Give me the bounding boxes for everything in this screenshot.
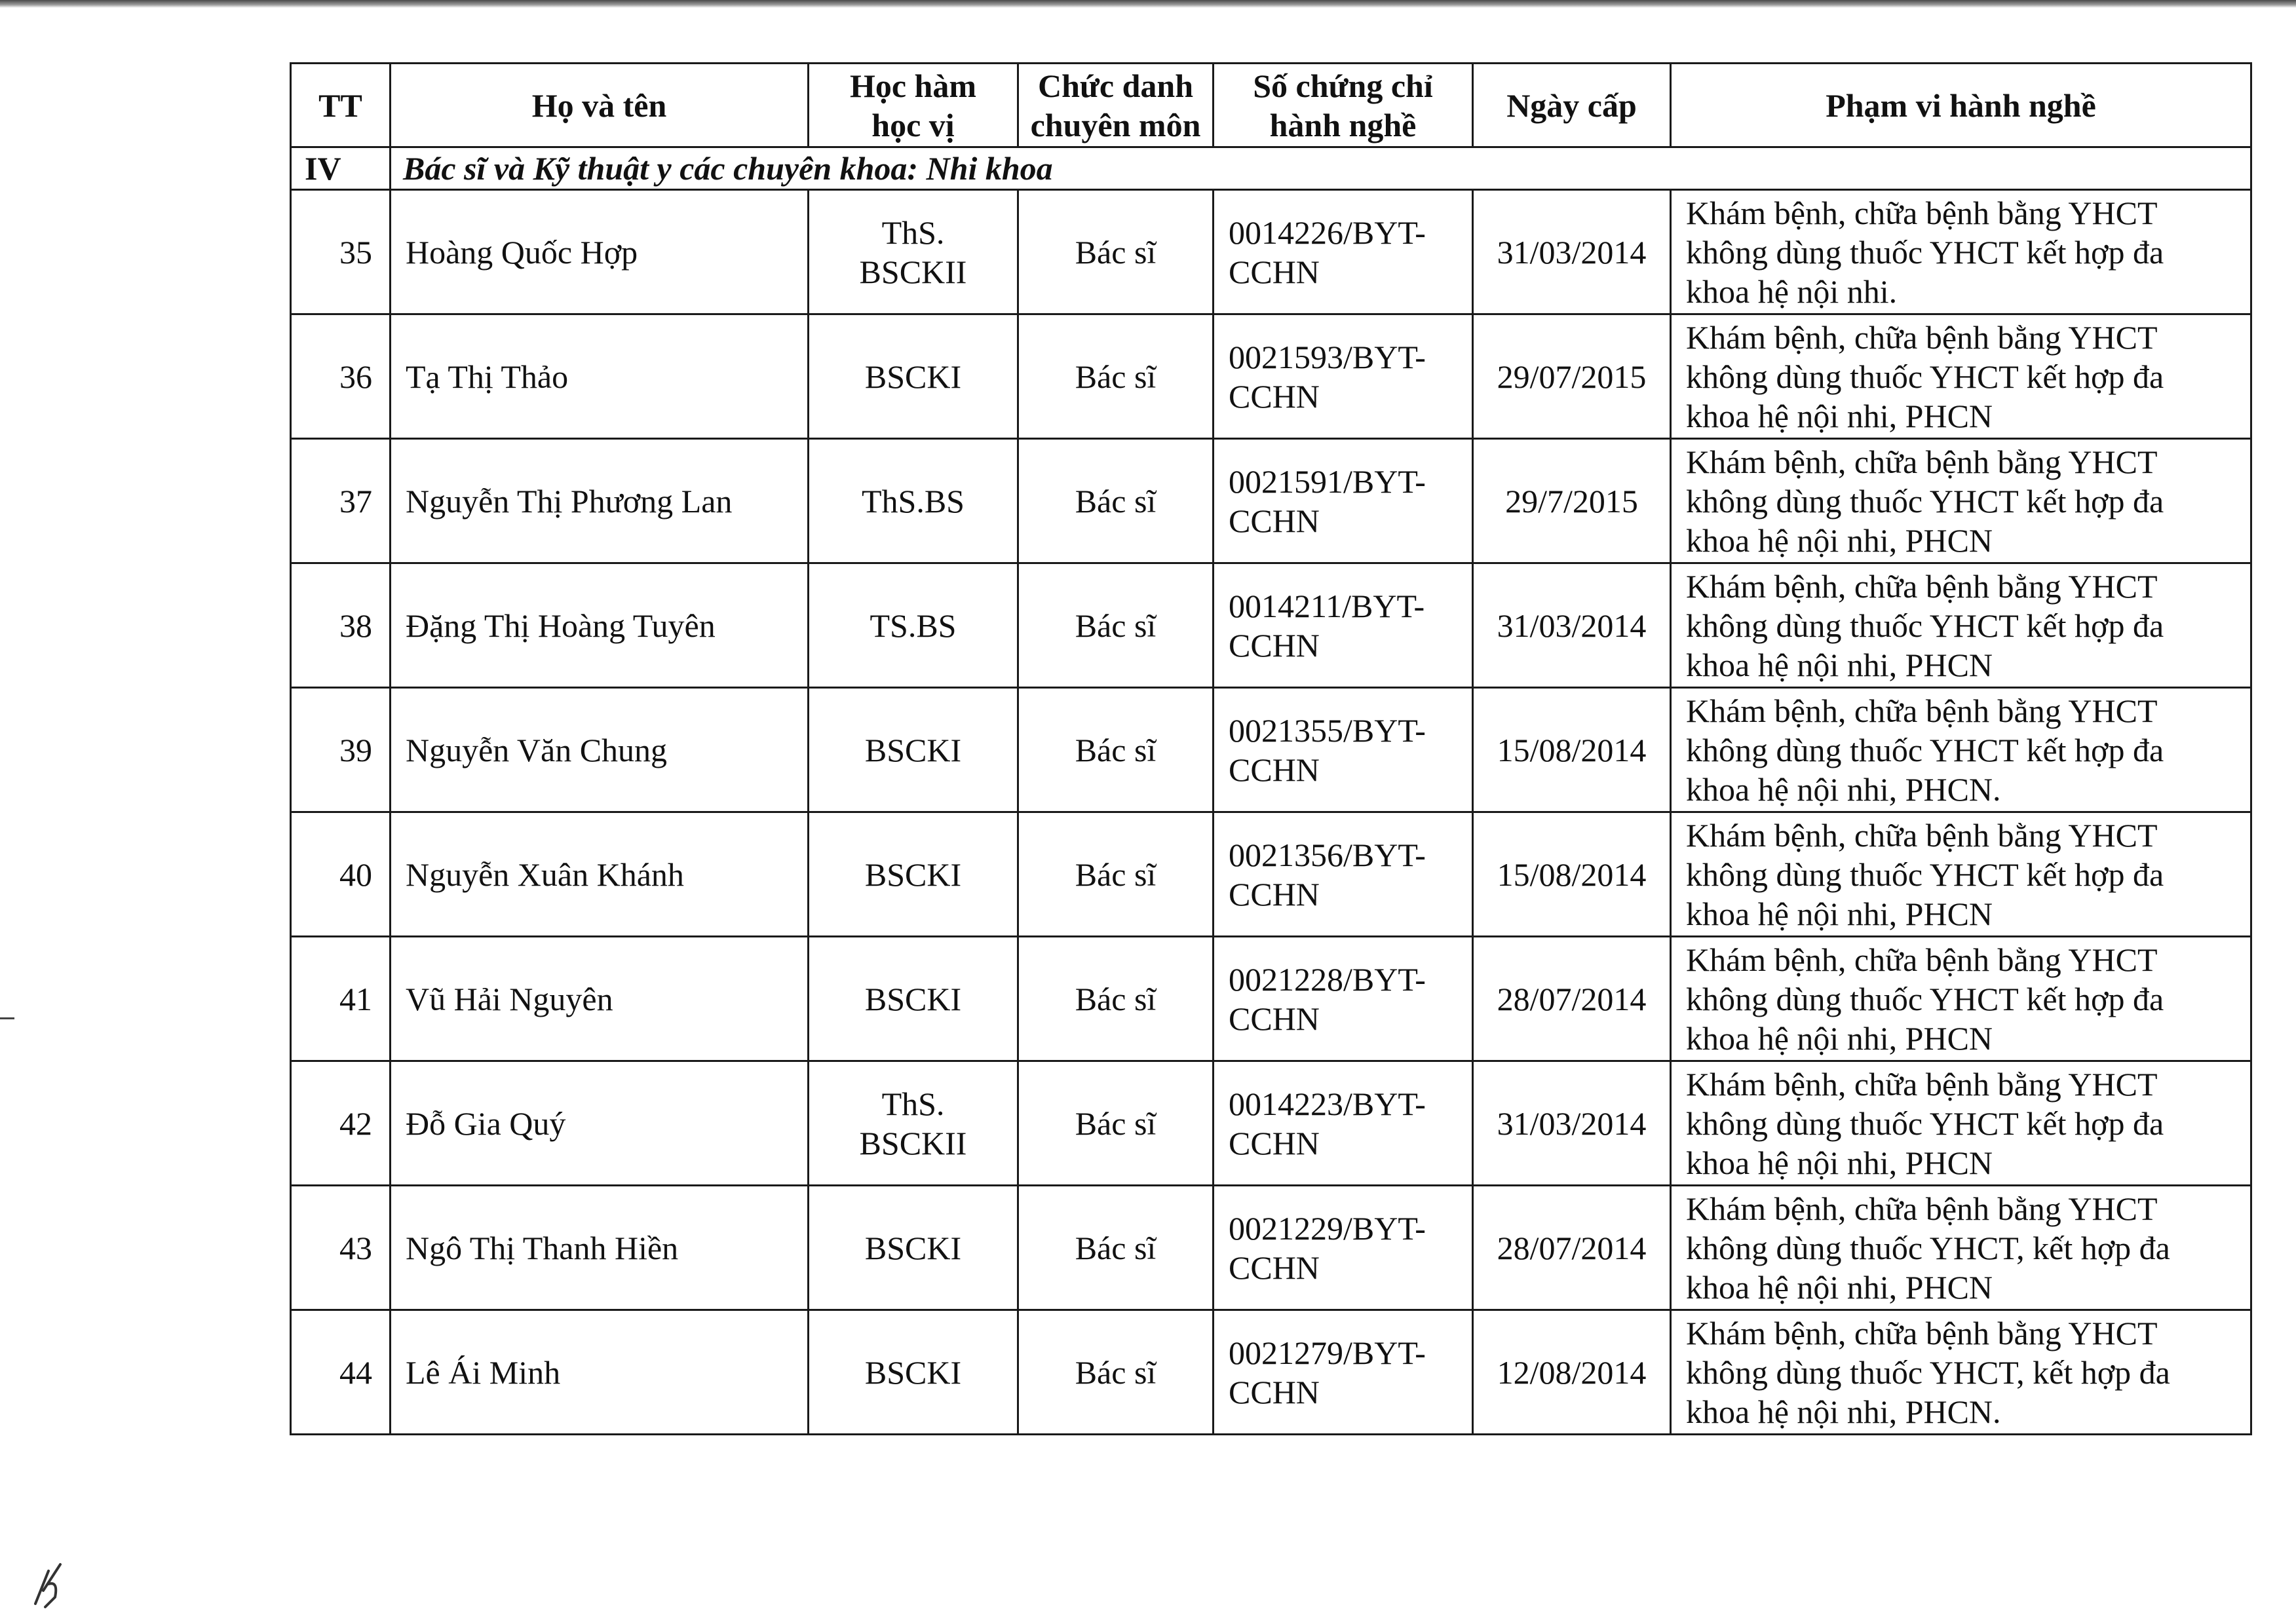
handwritten-initials — [29, 1558, 75, 1610]
cell-cert-line: CCHN — [1229, 502, 1320, 539]
table-row — [291, 688, 2251, 812]
cell-title: Bác sĩ — [1018, 1061, 1214, 1186]
cell-degree-line: BSCKI — [864, 980, 962, 1017]
cell-scope — [1671, 563, 2251, 688]
cell-cert — [1214, 190, 1473, 314]
cell-date: 15/08/2014 — [1473, 812, 1671, 937]
cell-scope-line: Khám bệnh, chữa bệnh bằng YHCT — [1686, 194, 2158, 231]
cell-scope — [1671, 190, 2251, 314]
cell-cert-line: CCHN — [1229, 875, 1320, 913]
cell-cert — [1214, 439, 1473, 563]
cell-degree — [809, 439, 1018, 563]
cell-date: 28/07/2014 — [1473, 1186, 1671, 1310]
section-number: IV — [291, 147, 391, 190]
table-row — [291, 190, 2251, 314]
cell-title: Bác sĩ — [1018, 937, 1214, 1061]
cell-degree — [809, 812, 1018, 937]
cell-scope-line: Khám bệnh, chữa bệnh bằng YHCT — [1686, 1190, 2158, 1227]
cell-cert-line: CCHN — [1229, 1124, 1320, 1161]
cell-scope-line: Khám bệnh, chữa bệnh bằng YHCT — [1686, 1065, 2158, 1103]
cell-title: Bác sĩ — [1018, 314, 1214, 439]
cell-scope — [1671, 1186, 2251, 1310]
cell-degree-line: BSCKI — [864, 856, 962, 893]
cell-cert — [1214, 688, 1473, 812]
cell-degree — [809, 563, 1018, 688]
cell-name: Nguyễn Xuân Khánh — [391, 812, 809, 937]
cell-scope — [1671, 688, 2251, 812]
section-title: Bác sĩ và Kỹ thuật y các chuyên khoa: Nhi khoa — [391, 147, 2251, 190]
cell-scope — [1671, 937, 2251, 1061]
cell-name: Hoàng Quốc Hợp — [391, 190, 809, 314]
cell-scope — [1671, 314, 2251, 439]
cell-tt: 44 — [291, 1310, 391, 1435]
cell-cert — [1214, 812, 1473, 937]
header-cert — [1214, 64, 1473, 147]
cell-cert-line: 0014226/BYT- — [1229, 214, 1426, 251]
header-title — [1018, 64, 1214, 147]
cell-title: Bác sĩ — [1018, 563, 1214, 688]
cell-title: Bác sĩ — [1018, 190, 1214, 314]
header-cert-line1: Số chứng chỉ — [1253, 67, 1433, 104]
cell-cert-line: CCHN — [1229, 1000, 1320, 1037]
staff-table — [290, 62, 2252, 1435]
cell-scope-line: khoa hệ nội nhi, PHCN. — [1686, 1393, 2001, 1430]
cell-name: Tạ Thị Thảo — [391, 314, 809, 439]
cell-cert — [1214, 314, 1473, 439]
cell-scope-line: khoa hệ nội nhi, PHCN — [1686, 646, 1993, 683]
cell-tt: 42 — [291, 1061, 391, 1186]
cell-date: 29/7/2015 — [1473, 439, 1671, 563]
table-row — [291, 1061, 2251, 1186]
table-row — [291, 1186, 2251, 1310]
cell-scope-line: Khám bệnh, chữa bệnh bằng YHCT — [1686, 1314, 2158, 1351]
cell-date: 31/03/2014 — [1473, 563, 1671, 688]
cell-name: Nguyễn Thị Phương Lan — [391, 439, 809, 563]
cell-degree — [809, 1186, 1018, 1310]
cell-scope — [1671, 812, 2251, 937]
cell-scope — [1671, 1310, 2251, 1435]
cell-degree-line: BSCKI — [864, 1353, 962, 1391]
cell-tt: 36 — [291, 314, 391, 439]
cell-title: Bác sĩ — [1018, 439, 1214, 563]
cell-degree — [809, 937, 1018, 1061]
cell-cert-line: 0014223/BYT- — [1229, 1085, 1426, 1122]
cell-tt: 40 — [291, 812, 391, 937]
cell-scope-line: khoa hệ nội nhi, PHCN — [1686, 895, 1993, 932]
cell-scope-line: không dùng thuốc YHCT kết hợp đa — [1686, 980, 2164, 1017]
cell-name: Vũ Hải Nguyên — [391, 937, 809, 1061]
cell-cert-line: 0021355/BYT- — [1229, 711, 1426, 749]
cell-tt: 35 — [291, 190, 391, 314]
cell-degree-line: ThS. — [881, 1085, 945, 1122]
cell-name: Đặng Thị Hoàng Tuyên — [391, 563, 809, 688]
cell-name: Đỗ Gia Quý — [391, 1061, 809, 1186]
cell-cert-line: 0021229/BYT- — [1229, 1209, 1426, 1247]
cell-scope-line: khoa hệ nội nhi, PHCN — [1686, 1268, 1993, 1306]
cell-scope-line: không dùng thuốc YHCT kết hợp đa — [1686, 1105, 2164, 1142]
cell-degree-line: BSCKI — [864, 731, 962, 768]
cell-date: 15/08/2014 — [1473, 688, 1671, 812]
header-name: Họ và tên — [391, 64, 809, 147]
cell-scope-line: khoa hệ nội nhi, PHCN. — [1686, 770, 2001, 808]
cell-degree — [809, 190, 1018, 314]
cell-cert-line: CCHN — [1229, 1249, 1320, 1286]
cell-scope-line: khoa hệ nội nhi, PHCN — [1686, 1144, 1993, 1181]
cell-name: Ngô Thị Thanh Hiền — [391, 1186, 809, 1310]
cell-scope-line: không dùng thuốc YHCT kết hợp đa — [1686, 233, 2164, 271]
cell-scope-line: Khám bệnh, chữa bệnh bằng YHCT — [1686, 567, 2158, 605]
cell-cert-line: CCHN — [1229, 751, 1320, 788]
cell-date: 31/03/2014 — [1473, 1061, 1671, 1186]
header-title-line1: Chức danh — [1037, 67, 1194, 104]
cell-tt: 41 — [291, 937, 391, 1061]
table-row — [291, 439, 2251, 563]
header-degree-line2: học vị — [871, 106, 955, 143]
table-row — [291, 812, 2251, 937]
cell-cert-line: 0014211/BYT- — [1229, 587, 1425, 624]
header-degree-line1: Học hàm — [849, 67, 977, 104]
cell-scope-line: không dùng thuốc YHCT kết hợp đa — [1686, 482, 2164, 519]
cell-scope-line: Khám bệnh, chữa bệnh bằng YHCT — [1686, 443, 2158, 480]
header-cert-line2: hành nghề — [1269, 106, 1417, 143]
cell-degree-line: ThS.BS — [861, 482, 965, 519]
cell-name: Lê Ái Minh — [391, 1310, 809, 1435]
cell-degree-line: BSCKII — [859, 253, 967, 290]
header-scope: Phạm vi hành nghề — [1671, 64, 2251, 147]
cell-scope-line: không dùng thuốc YHCT kết hợp đa — [1686, 856, 2164, 893]
cell-degree-line: BSCKI — [864, 358, 962, 395]
cell-degree — [809, 688, 1018, 812]
table-row — [291, 1310, 2251, 1435]
header-degree — [809, 64, 1018, 147]
header-row — [291, 64, 2251, 147]
cell-degree-line: ThS. — [881, 214, 945, 251]
cell-degree-line: BSCKII — [859, 1124, 967, 1161]
cell-cert-line: CCHN — [1229, 1373, 1320, 1410]
cell-cert — [1214, 1061, 1473, 1186]
table-row — [291, 314, 2251, 439]
cell-scope-line: Khám bệnh, chữa bệnh bằng YHCT — [1686, 941, 2158, 978]
cell-cert-line: CCHN — [1229, 377, 1320, 415]
cell-tt: 39 — [291, 688, 391, 812]
cell-cert — [1214, 1310, 1473, 1435]
cell-scope-line: không dùng thuốc YHCT, kết hợp đa — [1686, 1229, 2170, 1266]
cell-scope-line: khoa hệ nội nhi, PHCN — [1686, 1019, 1993, 1057]
cell-scope-line: Khám bệnh, chữa bệnh bằng YHCT — [1686, 318, 2158, 356]
cell-cert-line: 0021279/BYT- — [1229, 1334, 1426, 1371]
table-body — [291, 147, 2251, 1435]
cell-tt: 38 — [291, 563, 391, 688]
cell-degree — [809, 1310, 1018, 1435]
cell-scope-line: không dùng thuốc YHCT kết hợp đa — [1686, 358, 2164, 395]
cell-scope-line: khoa hệ nội nhi, PHCN — [1686, 521, 1993, 559]
margin-mark — [0, 1017, 14, 1019]
cell-degree-line: BSCKI — [864, 1229, 962, 1266]
cell-cert — [1214, 563, 1473, 688]
cell-tt: 43 — [291, 1186, 391, 1310]
cell-cert — [1214, 1186, 1473, 1310]
header-tt: TT — [291, 64, 391, 147]
cell-scope — [1671, 1061, 2251, 1186]
cell-scope-line: khoa hệ nội nhi, PHCN — [1686, 397, 1993, 434]
cell-degree — [809, 1061, 1018, 1186]
section-row — [291, 147, 2251, 190]
cell-scope-line: không dùng thuốc YHCT kết hợp đa — [1686, 731, 2164, 768]
cell-title: Bác sĩ — [1018, 812, 1214, 937]
scan-top-edge — [0, 0, 2296, 8]
cell-scope-line: không dùng thuốc YHCT kết hợp đa — [1686, 607, 2164, 644]
cell-date: 28/07/2014 — [1473, 937, 1671, 1061]
cell-title: Bác sĩ — [1018, 688, 1214, 812]
cell-title: Bác sĩ — [1018, 1310, 1214, 1435]
cell-tt: 37 — [291, 439, 391, 563]
header-date: Ngày cấp — [1473, 64, 1671, 147]
cell-cert-line: 0021593/BYT- — [1229, 338, 1426, 375]
cell-degree — [809, 314, 1018, 439]
cell-scope — [1671, 439, 2251, 563]
table-row — [291, 563, 2251, 688]
cell-title: Bác sĩ — [1018, 1186, 1214, 1310]
cell-degree-line: TS.BS — [870, 607, 957, 644]
cell-cert — [1214, 937, 1473, 1061]
cell-scope-line: không dùng thuốc YHCT, kết hợp đa — [1686, 1353, 2170, 1391]
cell-name: Nguyễn Văn Chung — [391, 688, 809, 812]
cell-date: 12/08/2014 — [1473, 1310, 1671, 1435]
cell-cert-line: CCHN — [1229, 626, 1320, 664]
cell-cert-line: 0021228/BYT- — [1229, 960, 1426, 998]
cell-cert-line: 0021356/BYT- — [1229, 836, 1426, 873]
cell-scope-line: khoa hệ nội nhi. — [1686, 273, 1898, 310]
cell-date: 29/07/2015 — [1473, 314, 1671, 439]
cell-scope-line: Khám bệnh, chữa bệnh bằng YHCT — [1686, 692, 2158, 729]
cell-cert-line: CCHN — [1229, 253, 1320, 290]
cell-scope-line: Khám bệnh, chữa bệnh bằng YHCT — [1686, 816, 2158, 854]
cell-date: 31/03/2014 — [1473, 190, 1671, 314]
header-title-line2: chuyên môn — [1030, 106, 1201, 143]
table-row — [291, 937, 2251, 1061]
cell-cert-line: 0021591/BYT- — [1229, 463, 1426, 500]
